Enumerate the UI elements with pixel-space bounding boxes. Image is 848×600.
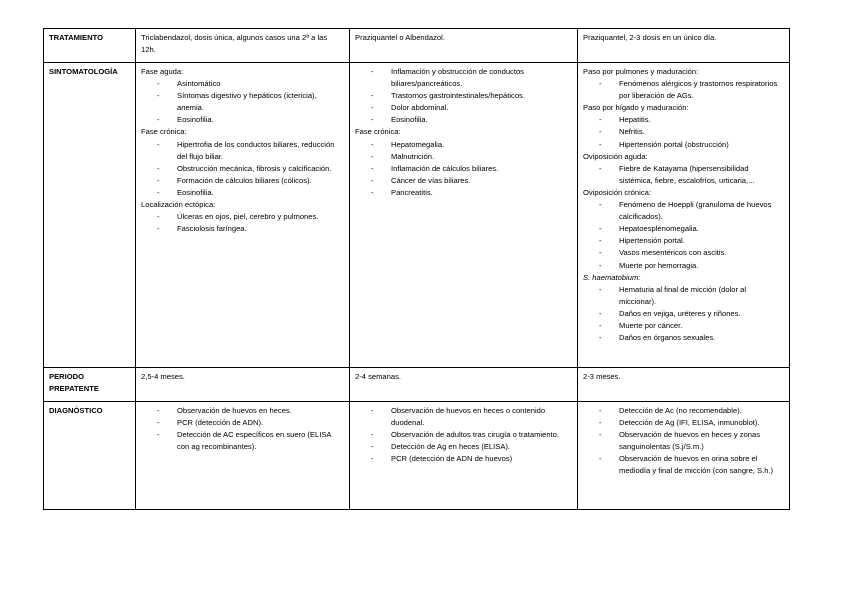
section-heading: Paso por pulmones y maduración: — [583, 67, 699, 76]
row-label-diagnostico: DIAGNÓSTICO — [44, 402, 136, 510]
row-tratamiento — [44, 29, 790, 63]
cell-periodo-2: 2-4 semanas. — [350, 368, 578, 402]
list-item: - Inflamación y obstrucción de conductos biliares/pancreáticos. — [355, 66, 572, 90]
section-heading: Oviposición aguda: — [583, 151, 648, 161]
section-heading: Paso por hígado y maduración: — [583, 103, 689, 113]
list-item: - Fasciolosis faríngea. — [141, 223, 344, 235]
bullet-list — [583, 114, 784, 150]
list-item: - Nefritis. — [583, 126, 784, 138]
section-heading: Oviposición crónica: — [583, 187, 651, 197]
row-label-periodo: PERIODO PREPATENTE — [44, 368, 136, 402]
list-item: - Muerte por hemorragia. — [583, 260, 784, 272]
bullet-list — [141, 211, 344, 235]
bullet-list — [141, 78, 344, 126]
list-item: - Eosinofilia. — [141, 114, 344, 126]
cell-sintomatologia-1 — [136, 63, 350, 368]
row-periodo-prepatente — [44, 368, 790, 402]
cell-diagnostico-2 — [350, 402, 578, 510]
cell-sintomatologia-2 — [350, 63, 578, 368]
list-item: - Fiebre de Katayama (hipersensibilidad sistémica, fiebre, escalofríos, urticaria,... — [583, 163, 784, 187]
list-item: - Muerte por cáncer. — [583, 320, 784, 332]
list-item: - Fenómeno de Hoeppli (granuloma de huevos calcificados). — [583, 199, 784, 223]
row-label-tratamiento: TRATAMIENTO — [44, 29, 136, 63]
section-heading: Fase aguda: — [141, 67, 184, 76]
row-diagnostico — [44, 402, 790, 510]
list-item: - Observación de huevos en heces y zonas sanguinolentas (S.j/S.m.) — [583, 429, 784, 453]
cell-tratamiento-3: Praziquantel, 2-3 dosis en un único día. — [578, 29, 790, 63]
list-item: - Detección de Ag en heces (ELISA). — [355, 441, 572, 453]
list-item: - Malnutrición. — [355, 151, 572, 163]
list-item: - Hipertrofia de los conductos biliares, reducción del flujo biliar. — [141, 139, 344, 163]
cell-periodo-1: 2,5-4 meses. — [136, 368, 350, 402]
bullet-list — [583, 284, 784, 344]
cell-tratamiento-2: Praziquantel o Albendazol. — [350, 29, 578, 63]
list-item: - Observación de adultos tras cirugía o tratamiento. — [355, 429, 572, 441]
bullet-list — [141, 405, 344, 453]
row-sintomatologia — [44, 63, 790, 368]
list-item: - Daños en vejiga, uréteres y riñones. — [583, 308, 784, 320]
list-item: - Detección de Ac (no recomendable). — [583, 405, 784, 417]
list-item: - Hipertensión portal (obstrucción) — [583, 139, 784, 151]
list-item: - PCR (detección de ADN). — [141, 417, 344, 429]
list-item: - Detección de Ag (IFI, ELISA, inmunoblot). — [583, 417, 784, 429]
list-item: - Síntomas digestivo y hepáticos (ictericia), anemia. — [141, 90, 344, 114]
cell-sintomatologia-3 — [578, 63, 790, 368]
bullet-list — [141, 139, 344, 199]
list-item: - Trastornos gastrointestinales/hepáticos. — [355, 90, 572, 102]
cell-periodo-3: 2-3 meses. — [578, 368, 790, 402]
list-item: - Hematuria al final de micción (dolor al miccionar). — [583, 284, 784, 308]
list-item: - Observación de huevos en heces. — [141, 405, 344, 417]
list-item: - Eosinofilia. — [355, 114, 572, 126]
section-heading: Fase crónica: — [355, 127, 401, 137]
list-item: - Hepatomegalia. — [355, 139, 572, 151]
cell-diagnostico-3 — [578, 402, 790, 510]
bullet-list — [583, 405, 784, 478]
list-item: - Hepatoesplenomegalia. — [583, 223, 784, 235]
list-item: - Úlceras en ojos, piel, cerebro y pulmones. — [141, 211, 344, 223]
list-item: - Vasos mesentéricos con ascitis. — [583, 247, 784, 259]
list-item: - Formación de cálculos biliares (cólicos). — [141, 175, 344, 187]
bullet-list — [355, 405, 572, 465]
list-item: - Observación de huevos en orina sobre el mediodía y final de micción (con sangre, S.h.) — [583, 453, 784, 477]
list-item: - Obstrucción mecánica, fibrosis y calcificación. — [141, 163, 344, 175]
section-heading: Fase crónica: — [141, 127, 187, 137]
bullet-list — [583, 163, 784, 187]
cell-diagnostico-1 — [136, 402, 350, 510]
section-heading: S. haematobium: — [583, 272, 641, 282]
comparison-table — [43, 28, 790, 510]
row-label-sintomatologia: SINTOMATOLOGÍA — [44, 63, 136, 368]
cell-tratamiento-1: Triclabendazol, dosis única, algunos casos una 2ª a las 12h. — [136, 29, 350, 63]
list-item: - Eosinofilia. — [141, 187, 344, 199]
list-item: - Hepatitis. — [583, 114, 784, 126]
list-item: - Daños en órganos sexuales. — [583, 332, 784, 344]
list-item: - Inflamación de cálculos biliares. — [355, 163, 572, 175]
bullet-list — [355, 66, 572, 126]
list-item: - Asintomático — [141, 78, 344, 90]
list-item: - Hipertensión portal. — [583, 235, 784, 247]
list-item: - Pancreatitis. — [355, 187, 572, 199]
list-item: - PCR (detección de ADN de huevos) — [355, 453, 572, 465]
list-item: - Dolor abdominal. — [355, 102, 572, 114]
bullet-list — [583, 199, 784, 272]
list-item: - Cáncer de vías biliares. — [355, 175, 572, 187]
bullet-list — [355, 139, 572, 199]
list-item: - Detección de AC específicos en suero (ELISA con ag recombinantes). — [141, 429, 344, 453]
bullet-list — [583, 78, 784, 102]
section-heading: Localización ectópica: — [141, 200, 216, 210]
list-item: - Fenómenos alérgicos y trastornos respiratorios por liberación de AGs. — [583, 78, 784, 102]
list-item: - Observación de huevos en heces o contenido duodenal. — [355, 405, 572, 429]
